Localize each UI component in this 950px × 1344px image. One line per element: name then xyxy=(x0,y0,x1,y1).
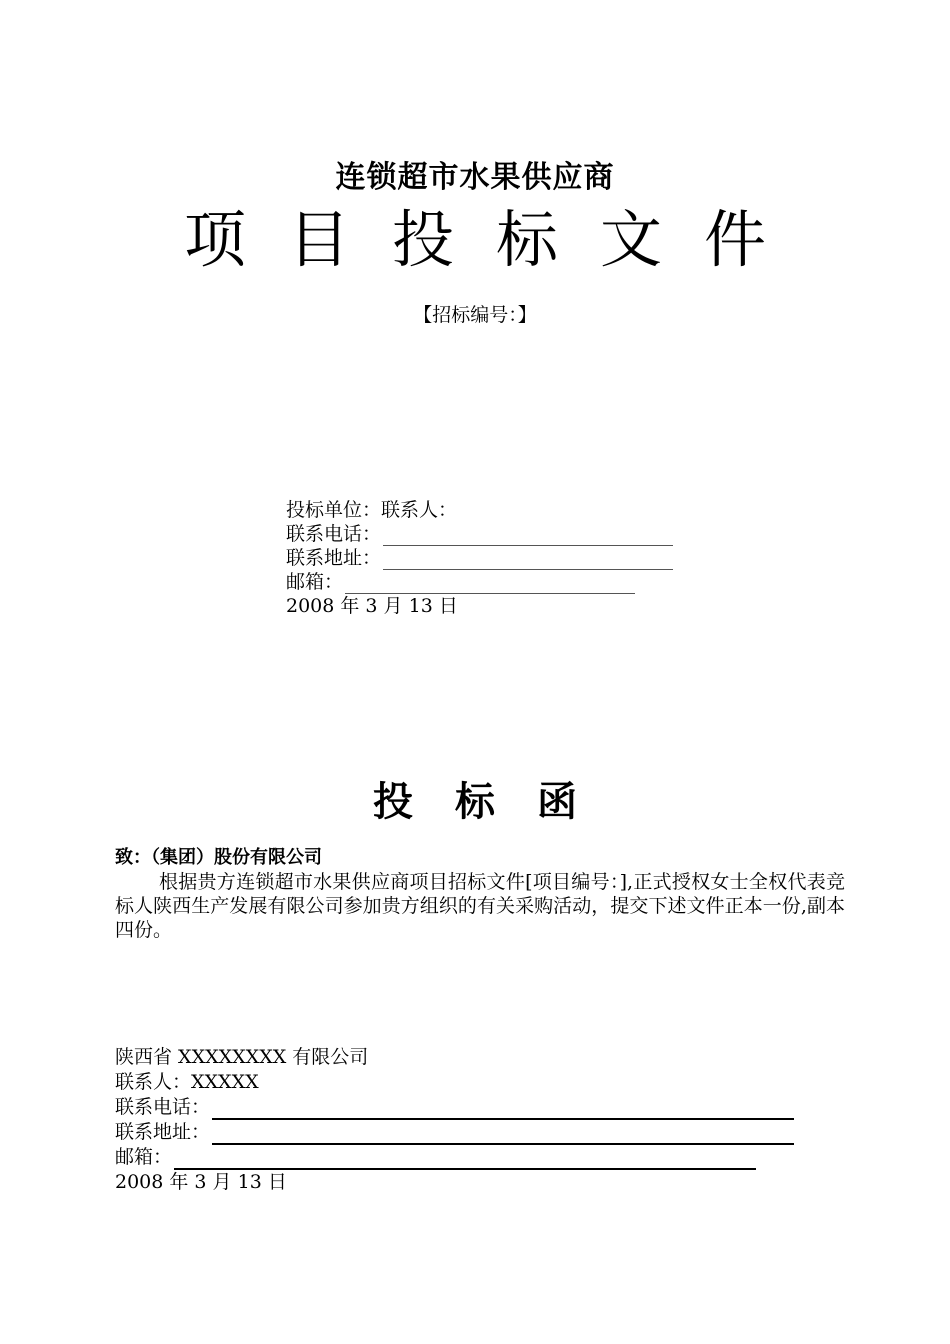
bidder-date: 2008 年 3 月 13 日 xyxy=(286,595,458,617)
signature-email-label: 邮箱： xyxy=(115,1146,173,1168)
bidder-address-blank xyxy=(383,551,673,570)
signature-address-line xyxy=(115,1120,794,1145)
signature-email-blank xyxy=(174,1150,756,1170)
letter-paragraph: 根据贵方连锁超市水果供应商项目招标文件[项目编号：],正式授权女士全权代表竞标人陕西生产发展有限公司参加贵方组织的有关采购活动，提交下述文件正本一份,副本四份。 xyxy=(115,871,845,941)
bidder-unit-label: 投标单位：联系人： xyxy=(286,499,458,521)
bidder-address-line xyxy=(286,546,673,570)
signature-company-line xyxy=(115,1045,794,1070)
signature-phone-blank xyxy=(212,1100,794,1120)
bidder-address-label: 联系地址： xyxy=(286,547,382,569)
signature-contact: 联系人：XXXXX xyxy=(115,1071,259,1093)
bidder-unit-line xyxy=(286,498,673,522)
signature-phone-line xyxy=(115,1095,794,1120)
bidder-email-line xyxy=(286,570,673,594)
signature-email-line xyxy=(115,1145,794,1170)
bidder-phone-blank xyxy=(383,527,673,546)
signature-company: 陕西省 XXXXXXXX 有限公司 xyxy=(115,1046,369,1068)
bid-number-label: 【招标编号：】 xyxy=(413,304,537,326)
bidder-email-label: 邮箱： xyxy=(286,571,344,593)
signature-address-label: 联系地址： xyxy=(115,1121,211,1143)
signature-date-line xyxy=(115,1170,794,1195)
signature-block xyxy=(115,1045,794,1195)
bidder-phone-line xyxy=(286,522,673,546)
document-title: 项目投标文件 xyxy=(183,203,808,276)
bidder-email-blank xyxy=(345,575,635,594)
bidder-info-block xyxy=(286,498,673,618)
bidder-phone-label: 联系电话： xyxy=(286,523,382,545)
signature-address-blank xyxy=(212,1125,794,1145)
letter-body xyxy=(115,846,845,942)
letter-addressee: 致：（集团）股份有限公司 xyxy=(115,847,322,868)
signature-date: 2008 年 3 月 13 日 xyxy=(115,1171,287,1193)
bidder-date-line xyxy=(286,594,673,618)
document-subtitle: 连锁超市水果供应商 xyxy=(335,160,615,195)
signature-phone-label: 联系电话： xyxy=(115,1096,211,1118)
letter-title: 投标函 xyxy=(373,779,619,825)
signature-contact-line xyxy=(115,1070,794,1095)
